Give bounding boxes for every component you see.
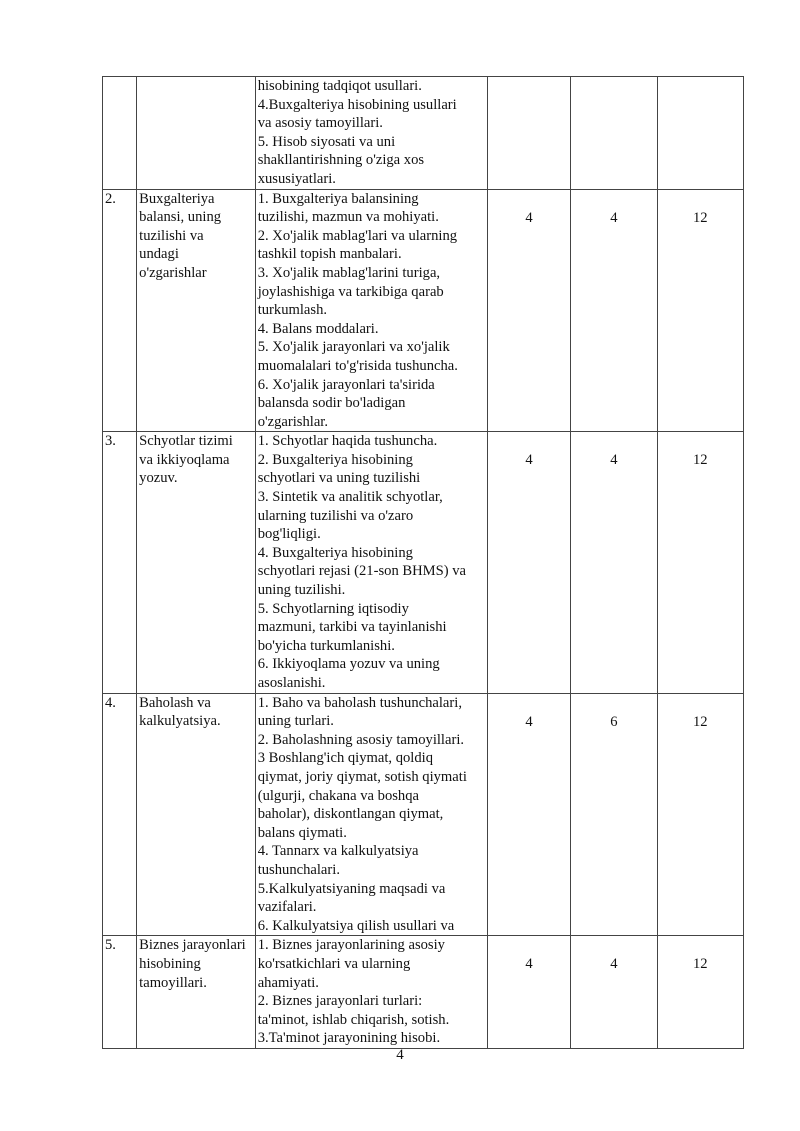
topic-line: undagi bbox=[139, 246, 179, 263]
content-line: mazmuni, tarkibi va tayinlanishi bbox=[257, 619, 447, 636]
topic-line: hisobining bbox=[139, 955, 201, 972]
content-line: 1. Baho va baholash tushunchalari, bbox=[257, 694, 462, 711]
content-line: ularning tuzilishi va o'zaro bbox=[257, 507, 414, 524]
topic-line: tamoyillari. bbox=[139, 974, 207, 991]
content-line: tashkil topish manbalari. bbox=[257, 246, 402, 263]
content-line: muomalalari to'g'risida tushuncha. bbox=[257, 357, 458, 374]
content-line: schyotlari rejasi (21-son BHMS) va bbox=[257, 563, 467, 580]
content-line: 2. Baholashning asosiy tamoyillari. bbox=[257, 731, 465, 748]
content-line: bog'liqligi. bbox=[257, 526, 321, 543]
content-line: 5.Kalkulyatsiyaning maqsadi va bbox=[257, 880, 446, 897]
content-line: bo'yicha turkumlanishi. bbox=[257, 637, 395, 654]
topic-line: Biznes jarayonlari bbox=[139, 937, 246, 954]
content-cell bbox=[255, 432, 487, 693]
content-line: 3. Sintetik va analitik schyotlar, bbox=[257, 489, 443, 506]
content-line: 1. Schyotlar haqida tushuncha. bbox=[257, 433, 438, 450]
content-line: baholar), diskontlangan qiymat, bbox=[257, 806, 444, 823]
hours-cell-c: 12 bbox=[657, 432, 743, 693]
content-line: hisobining tadqiqot usullari. bbox=[257, 78, 422, 94]
topic-line: Baholash va bbox=[139, 694, 211, 711]
content-line: 3. Xo'jalik mablag'larini turiga, bbox=[257, 264, 441, 281]
hours-cell-a bbox=[487, 77, 570, 190]
row-number-cell: 3. bbox=[103, 432, 137, 693]
content-line: tushunchalari. bbox=[257, 861, 340, 878]
content-line: 2. Biznes jarayonlari turlari: bbox=[257, 993, 423, 1010]
hours-cell-c bbox=[657, 77, 743, 190]
content-line: ta'minot, ishlab chiqarish, sotish. bbox=[257, 1011, 450, 1028]
content-line: 1. Buxgalteriya balansining bbox=[257, 190, 419, 207]
curriculum-table bbox=[102, 76, 744, 1049]
hours-cell-b bbox=[571, 77, 657, 190]
topic-line: o'zgarishlar bbox=[139, 264, 207, 281]
content-line: 1. Biznes jarayonlarining asosiy bbox=[257, 937, 445, 954]
topic-cell bbox=[137, 77, 256, 190]
topic-line: yozuv. bbox=[139, 470, 178, 487]
row-number-cell bbox=[103, 77, 137, 190]
content-line: ko'rsatkichlari va ularning bbox=[257, 955, 411, 972]
content-line: shakllantirishning o'ziga xos bbox=[257, 152, 425, 169]
content-cell bbox=[255, 189, 487, 432]
content-line: 6. Ikkiyoqlama yozuv va uning bbox=[257, 656, 440, 673]
content-line: ahamiyati. bbox=[257, 974, 319, 991]
hours-cell-a: 4 bbox=[487, 693, 570, 936]
content-line: 2. Xo'jalik mablag'lari va ularning bbox=[257, 227, 458, 244]
content-line: balans qiymati. bbox=[257, 824, 347, 841]
content-line: vazifalari. bbox=[257, 899, 317, 916]
content-line: o'zgarishlar. bbox=[257, 413, 329, 430]
content-line: turkumlash. bbox=[257, 302, 328, 319]
topic-cell bbox=[137, 189, 256, 432]
topic-line: Buxgalteriya bbox=[139, 190, 215, 207]
topic-cell bbox=[137, 432, 256, 693]
content-line: asoslanishi. bbox=[257, 675, 326, 691]
table-row bbox=[103, 936, 744, 1049]
content-line: 3 Boshlang'ich qiymat, qoldiq bbox=[257, 750, 434, 767]
row-number-cell: 4. bbox=[103, 693, 137, 936]
topic-cell bbox=[137, 693, 256, 936]
hours-cell-c: 12 bbox=[657, 189, 743, 432]
content-line: 2. Buxgalteriya hisobining bbox=[257, 451, 413, 468]
table-row bbox=[103, 77, 744, 190]
row-number-cell: 2. bbox=[103, 189, 137, 432]
content-cell bbox=[255, 77, 487, 190]
topic-line: kalkulyatsiya. bbox=[139, 713, 221, 730]
table-row bbox=[103, 693, 744, 936]
table-row bbox=[103, 189, 744, 432]
topic-line: tuzilishi va bbox=[139, 227, 204, 244]
hours-cell-a: 4 bbox=[487, 432, 570, 693]
content-line: 5. Hisob siyosati va uni bbox=[257, 133, 396, 150]
hours-cell-a: 4 bbox=[487, 936, 570, 1049]
content-line: balansda sodir bo'ladigan bbox=[257, 395, 406, 412]
topic-line: balansi, uning bbox=[139, 209, 222, 226]
hours-cell-b: 4 bbox=[571, 432, 657, 693]
content-line: joylashishiga va tarkibiga qarab bbox=[257, 283, 444, 300]
content-cell bbox=[255, 936, 487, 1049]
content-line: 5. Schyotlarning iqtisodiy bbox=[257, 600, 409, 617]
content-line: va asosiy tamoyillari. bbox=[257, 115, 383, 132]
hours-cell-c: 12 bbox=[657, 936, 743, 1049]
content-line: 5. Xo'jalik jarayonlari va xo'jalik bbox=[257, 339, 450, 356]
content-line: 3.Ta'minot jarayonining hisobi. bbox=[257, 1030, 441, 1047]
content-line: 4.Buxgalteriya hisobining usullari bbox=[257, 96, 457, 113]
content-line: 4. Tannarx va kalkulyatsiya bbox=[257, 843, 419, 860]
content-line: schyotlari va uning tuzilishi bbox=[257, 470, 421, 487]
content-line: (ulgurji, chakana va boshqa bbox=[257, 787, 419, 804]
hours-cell-b: 4 bbox=[571, 189, 657, 432]
page-number: 4 bbox=[396, 1047, 404, 1063]
hours-cell-b: 6 bbox=[571, 693, 657, 936]
hours-cell-a: 4 bbox=[487, 189, 570, 432]
content-line: 4. Balans moddalari. bbox=[257, 320, 379, 337]
content-line: uning tuzilishi. bbox=[257, 582, 346, 599]
content-line: qiymat, joriy qiymat, sotish qiymati bbox=[257, 768, 467, 785]
content-line: xususiyatlari. bbox=[257, 170, 336, 187]
content-line: tuzilishi, mazmun va mohiyati. bbox=[257, 209, 439, 226]
content-cell bbox=[255, 693, 487, 936]
content-line: 4. Buxgalteriya hisobining bbox=[257, 544, 413, 561]
content-line: 6. Kalkulyatsiya qilish usullari va bbox=[257, 917, 455, 934]
topic-line: va ikkiyoqlama bbox=[139, 451, 230, 468]
content-line: 6. Xo'jalik jarayonlari ta'sirida bbox=[257, 376, 435, 393]
topic-line: Schyotlar tizimi bbox=[139, 433, 233, 450]
topic-cell bbox=[137, 936, 256, 1049]
table-body bbox=[103, 77, 744, 1049]
hours-cell-b: 4 bbox=[571, 936, 657, 1049]
content-line: uning turlari. bbox=[257, 713, 334, 730]
table-row bbox=[103, 432, 744, 693]
hours-cell-c: 12 bbox=[657, 693, 743, 936]
row-number-cell: 5. bbox=[103, 936, 137, 1049]
